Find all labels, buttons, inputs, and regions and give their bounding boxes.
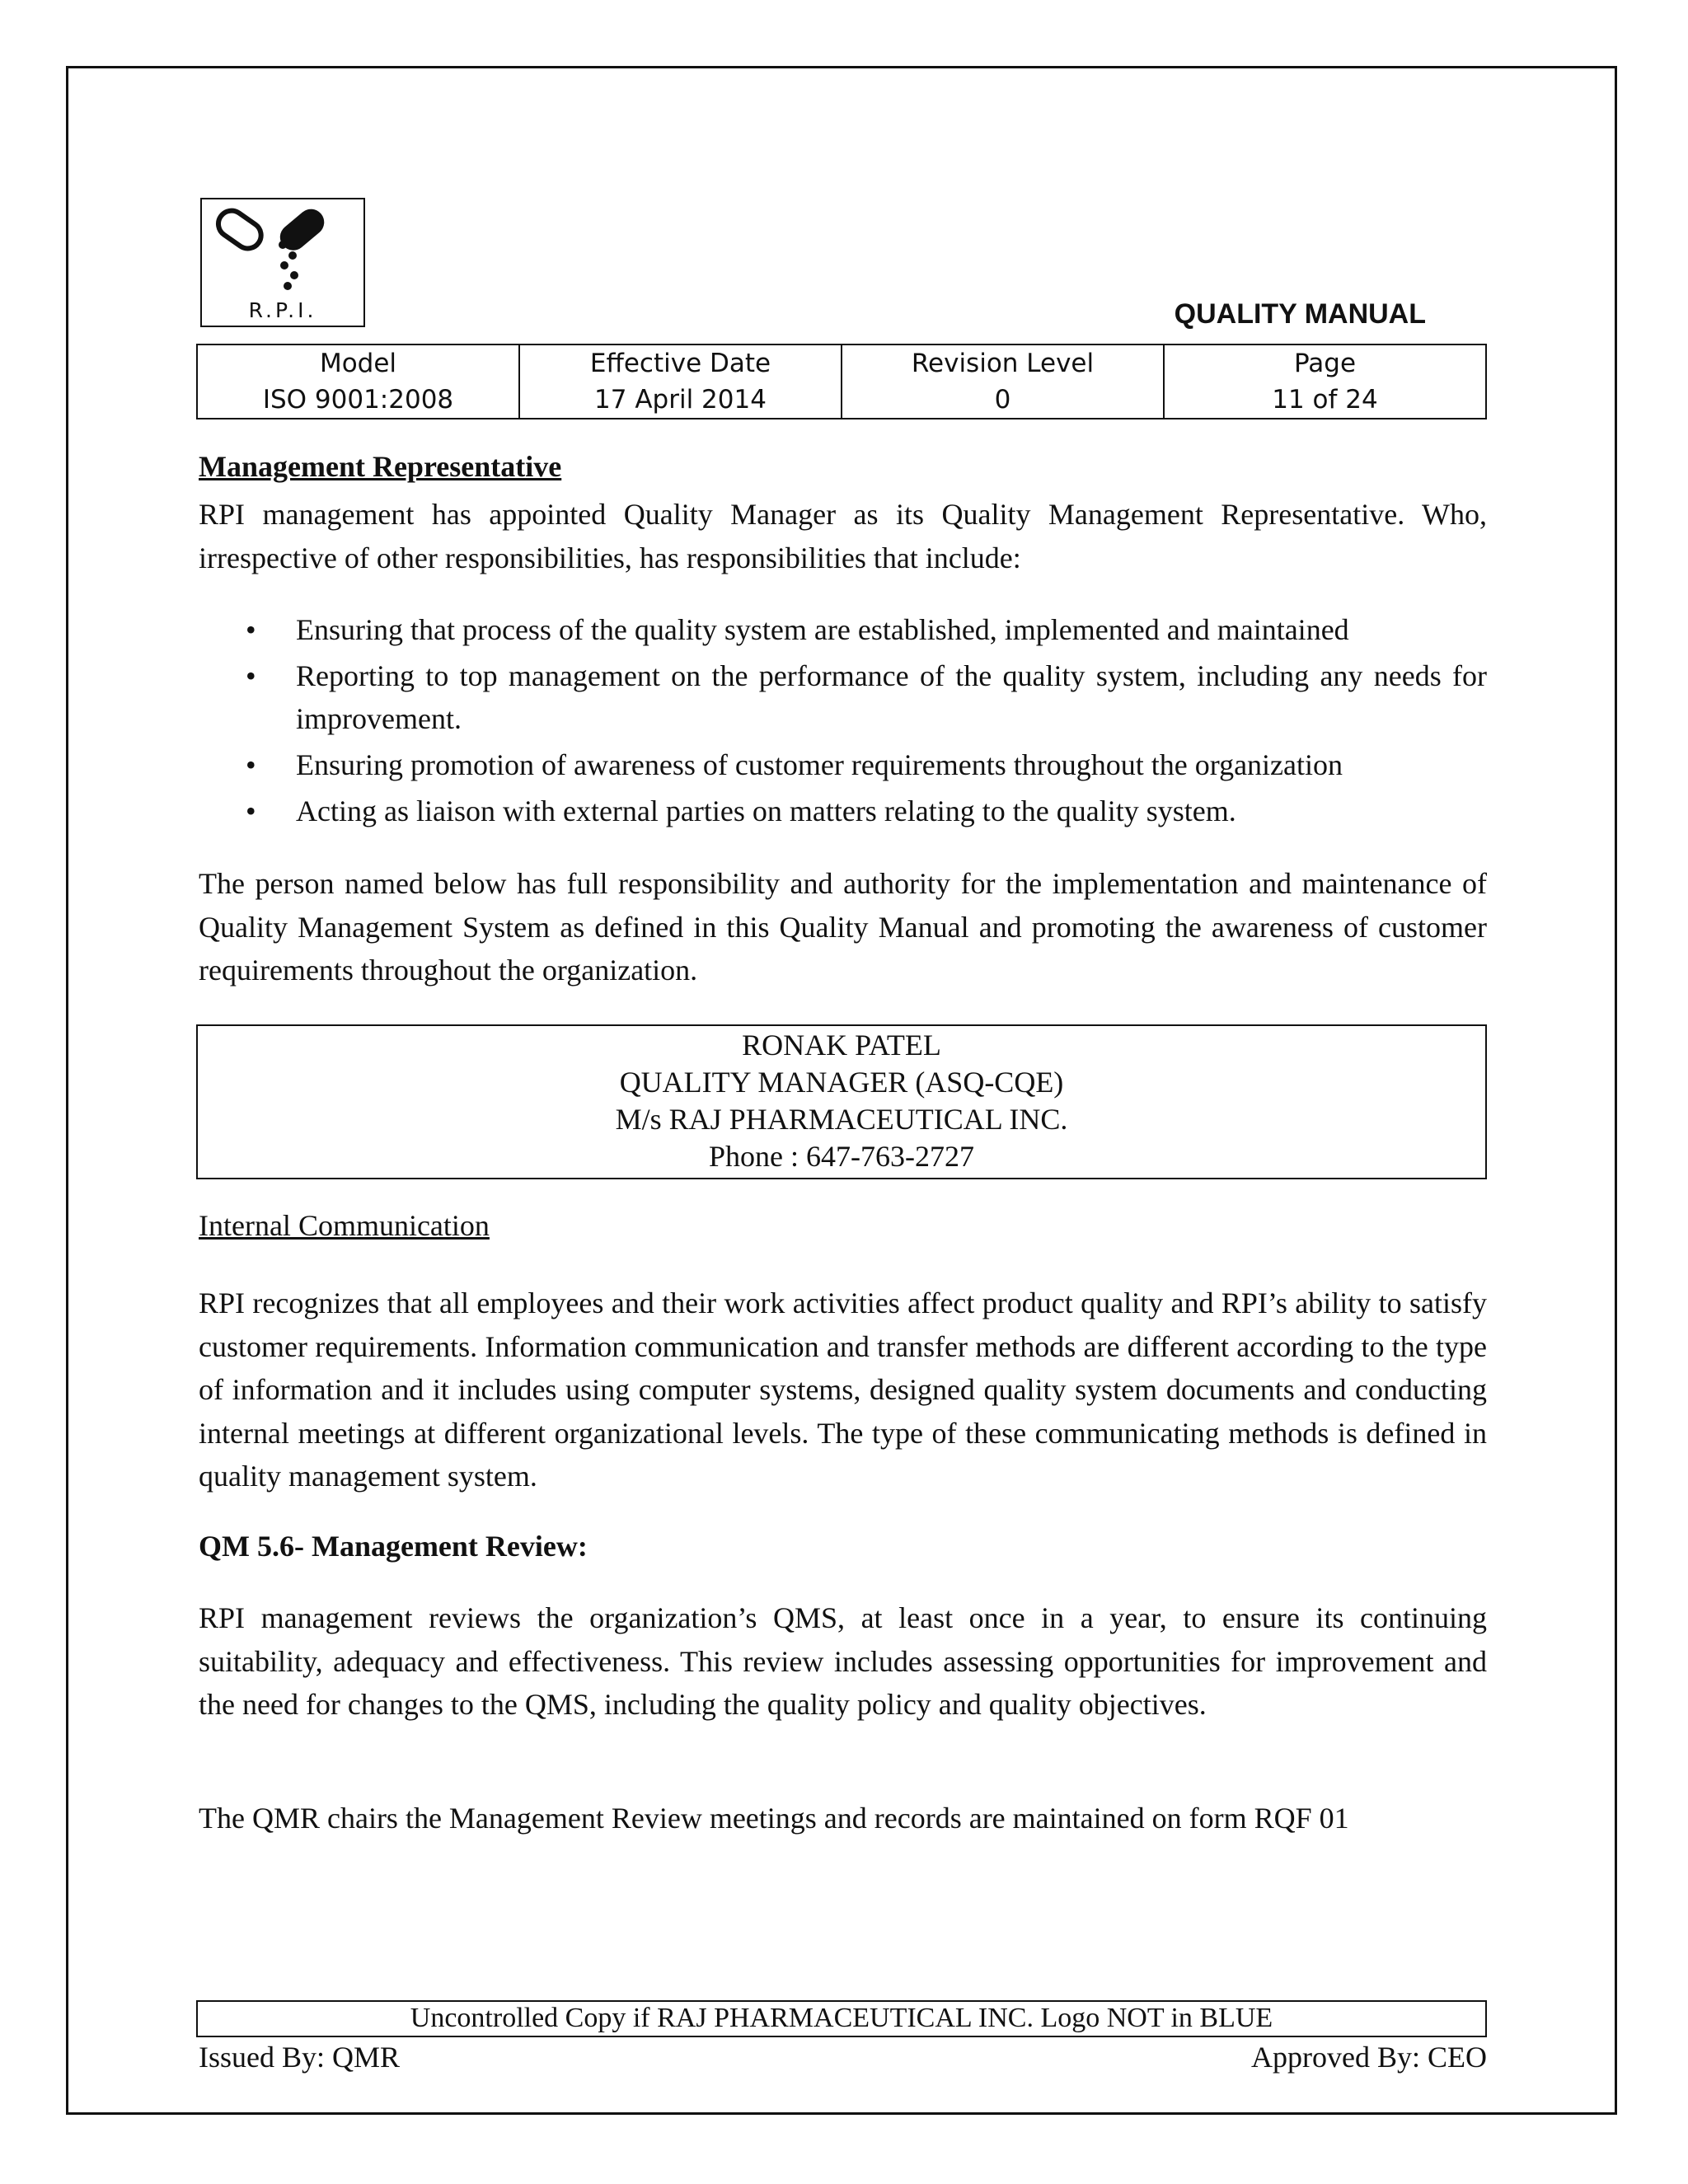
- contact-phone: Phone : 647-763-2727: [709, 1140, 974, 1173]
- list-item-text: Reporting to top management on the performance of the quality system, including any needs for improvement.: [296, 659, 1487, 735]
- section-heading-management-review: QM 5.6- Management Review:: [199, 1530, 588, 1563]
- company-logo: [200, 198, 365, 327]
- header-value: ISO 9001:2008: [262, 385, 454, 415]
- footer-issued-by: Issued By: QMR: [199, 2041, 401, 2074]
- header-label: Effective Date: [589, 349, 771, 378]
- footer-approved-by: Approved By: CEO: [1251, 2041, 1487, 2074]
- management-review-body: RPI management reviews the organization’s QMS, at least once in a year, to ensure its continuing suitability, adequacy and effectiveness. This review includes assessing opportunities for improvement and the need for changes to the QMS, including the quality policy and quality objectives.: [199, 1601, 1487, 1721]
- document-header-table: [196, 344, 1487, 419]
- internal-communication-body: RPI recognizes that all employees and their work activities affect product quality and RPI’s ability to satisfy customer requirements. Information communication and transfer methods are different according to the type of information and it includes using computer systems, designed quality system documents and conducting internal meetings at different organizational levels. The type of these communicating methods is defined in quality management system.: [199, 1286, 1487, 1493]
- list-item: [199, 790, 1487, 832]
- list-item: [199, 654, 1487, 740]
- header-cell-page: [1164, 344, 1486, 419]
- bullet-icon: •: [246, 748, 256, 781]
- header-label: Revision Level: [911, 349, 1095, 378]
- header-value: 17 April 2014: [594, 385, 767, 415]
- list-item: [199, 608, 1487, 651]
- list-item-text: Acting as liaison with external parties on matters relating to the quality system.: [296, 794, 1236, 827]
- list-item-text: Ensuring promotion of awareness of customer requirements throughout the organization: [296, 748, 1343, 781]
- contact-company: M/s RAJ PHARMACEUTICAL INC.: [615, 1103, 1068, 1136]
- contact-title: QUALITY MANAGER (ASQ-CQE): [619, 1066, 1064, 1099]
- authority-paragraph: The person named below has full responsibility and authority for the implementation and maintenance of Quality Management System as defined in this Quality Manual and promoting the awareness of customer requirements throughout the organization.: [199, 867, 1487, 987]
- section-heading-management-representative: Management Representative: [199, 450, 562, 483]
- header-label: Model: [319, 349, 397, 378]
- header-label: Page: [1293, 349, 1357, 378]
- footer-notice: Uncontrolled Copy if RAJ PHARMACEUTICAL INC. Logo NOT in BLUE: [196, 2000, 1487, 2037]
- header-cell-model: [197, 344, 519, 419]
- bullet-icon: •: [246, 794, 256, 827]
- management-review-closing: The QMR chairs the Management Review meetings and records are maintained on form RQF 01: [199, 1802, 1349, 1835]
- header-value: 11 of 24: [1272, 385, 1378, 415]
- logo-text: R.P.I.: [248, 298, 317, 322]
- bullet-icon: •: [246, 613, 256, 646]
- list-item-text: Ensuring that process of the quality system are established, implemented and maintained: [296, 613, 1349, 646]
- bullet-icon: •: [246, 659, 256, 692]
- document-title: QUALITY MANUAL: [1174, 298, 1426, 330]
- list-item: [199, 743, 1487, 786]
- management-representative-intro: RPI management has appointed Quality Manager as its Quality Management Representative. Who, irrespective of other responsibilities, has responsibilities that include:: [199, 498, 1487, 574]
- contact-name: RONAK PATEL: [742, 1029, 941, 1062]
- header-value: 0: [994, 385, 1011, 415]
- responsibilities-list: [199, 608, 1487, 836]
- section-heading-internal-communication: Internal Communication: [199, 1209, 490, 1242]
- header-cell-effective-date: [519, 344, 842, 419]
- contact-box: [196, 1024, 1487, 1179]
- header-cell-revision-level: [842, 344, 1164, 419]
